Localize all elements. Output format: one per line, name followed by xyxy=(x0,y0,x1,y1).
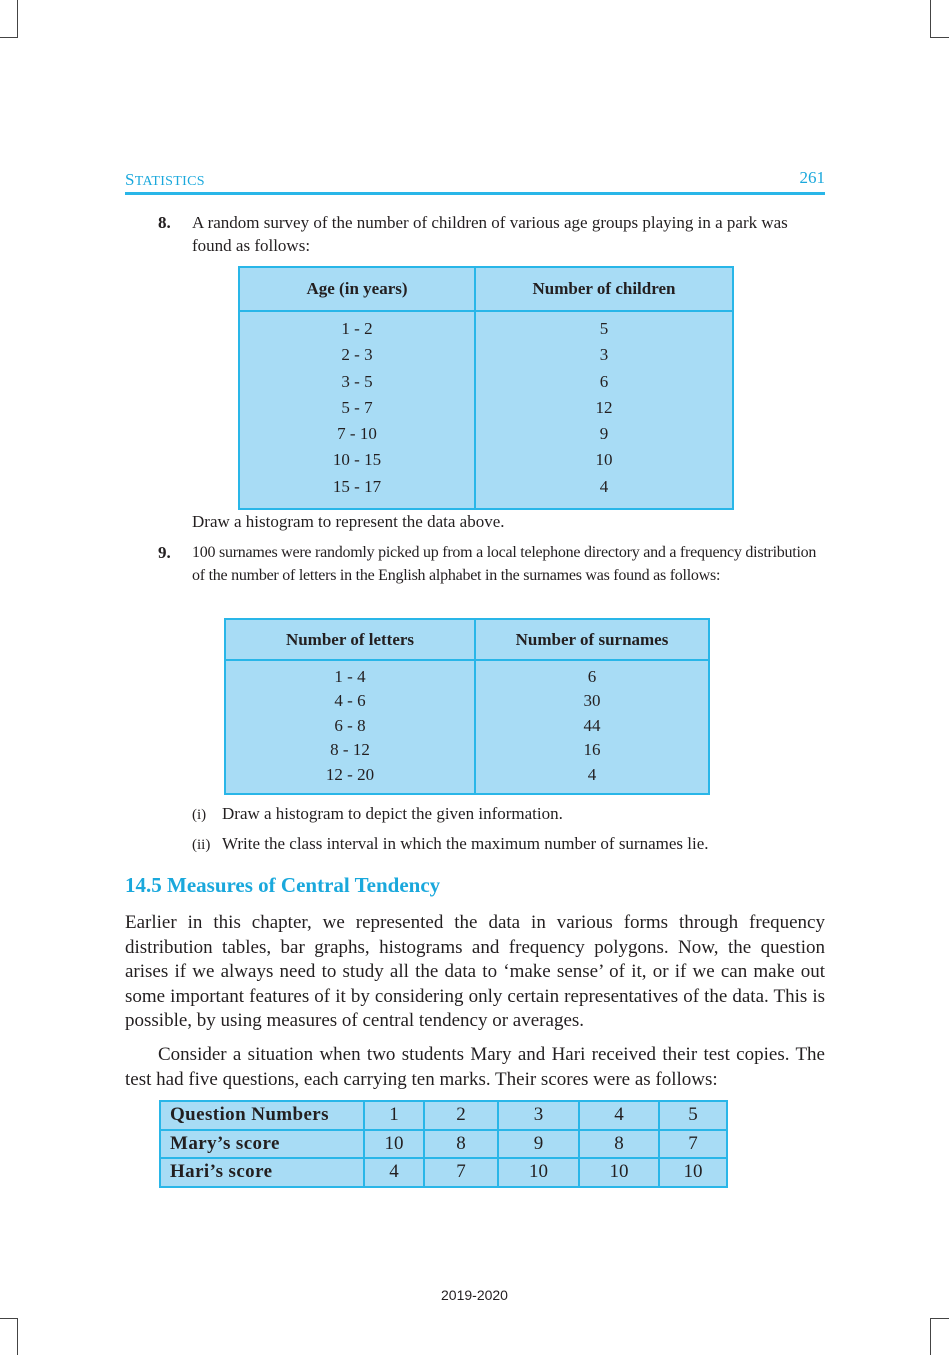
question-number: 9. xyxy=(158,543,171,562)
table-cell: 7 xyxy=(424,1158,498,1187)
running-head xyxy=(125,168,825,195)
table-row xyxy=(160,1101,727,1130)
table-cell: 3 - 5 xyxy=(341,371,373,391)
chapter-title: STATISTICS xyxy=(125,170,205,189)
section-heading: 14.5 Measures of Central Tendency xyxy=(125,873,441,897)
row-header: Hari’s score xyxy=(160,1158,364,1187)
paragraph-1: Earlier in this chapter, we represented the data in various forms through frequency distribution tables, bar graphs, histograms and frequency polygons. Now, the question arises if we always need to study all the data to ‘make sense’ of it, or if we can make out some important features of it by considering only certain representatives of the data. This is possible, by using measures of central tendency or averages. xyxy=(125,912,825,1032)
q9-part-ii xyxy=(192,834,709,854)
table-cell: 6 xyxy=(587,667,597,686)
table-header: Number of letters xyxy=(225,619,475,660)
table-cell: 5 - 7 xyxy=(341,397,373,417)
crop-mark xyxy=(0,37,17,38)
table-cell: 8 xyxy=(424,1130,498,1159)
table-cell: 4 xyxy=(364,1158,424,1187)
crop-mark xyxy=(931,1318,949,1319)
table-cell: 10 - 15 xyxy=(332,450,382,470)
crop-mark xyxy=(17,0,18,38)
table-cell: 8 xyxy=(579,1130,659,1159)
part-text: Draw a histogram to depict the given information. xyxy=(222,804,563,823)
part-label: (ii) xyxy=(192,837,211,853)
table-cell: 44 xyxy=(583,715,601,735)
table-cell: 10 xyxy=(498,1158,579,1187)
q9-part-i xyxy=(192,804,563,824)
surnames-column xyxy=(475,660,709,794)
table-cell: 3 xyxy=(498,1101,579,1130)
table-cell: 4 xyxy=(579,1101,659,1130)
table-cell: 7 xyxy=(659,1130,727,1159)
footer-year: 2019-2020 xyxy=(441,1287,508,1303)
table-cell: 8 - 12 xyxy=(330,740,370,760)
table-cell: 12 - 20 xyxy=(325,764,375,784)
part-label: (i) xyxy=(192,807,207,823)
table-cell: 2 xyxy=(424,1101,498,1130)
page-number: 261 xyxy=(799,168,825,187)
table-cell: 1 xyxy=(364,1101,424,1130)
table-cell: 6 xyxy=(599,371,609,391)
table-cell: 6 - 8 xyxy=(334,715,366,735)
table-cell: 30 xyxy=(583,691,601,711)
crop-mark xyxy=(930,0,931,38)
table-cell: 7 - 10 xyxy=(337,424,377,444)
children-column xyxy=(475,311,733,509)
table-cell: 3 xyxy=(599,345,609,365)
letters-surnames-table xyxy=(224,618,710,795)
table-cell: 10 xyxy=(364,1130,424,1159)
row-header: Mary’s score xyxy=(160,1130,364,1159)
q8-instruction: Draw a histogram to represent the data above. xyxy=(192,512,505,531)
paragraph-2 xyxy=(125,1043,825,1092)
scores-table xyxy=(159,1100,728,1188)
crop-mark xyxy=(17,1318,18,1355)
table-cell: 10 xyxy=(595,450,613,470)
table-cell: 1 - 2 xyxy=(341,319,373,338)
table-header: Age (in years) xyxy=(239,267,475,311)
question-text: A random survey of the number of children of various age groups playing in a park was found as follows: xyxy=(192,213,788,255)
part-text: Write the class interval in which the maximum number of surnames lie. xyxy=(222,834,709,853)
table-cell: 5 xyxy=(659,1101,727,1130)
table-row xyxy=(160,1130,727,1159)
crop-mark xyxy=(930,1318,931,1355)
table-header: Number of surnames xyxy=(475,619,709,660)
table-cell: 4 - 6 xyxy=(334,691,366,711)
table-header: Number of children xyxy=(475,267,733,311)
table-cell: 9 xyxy=(599,424,609,444)
row-header: Question Numbers xyxy=(160,1101,364,1130)
age-column xyxy=(239,311,475,509)
paragraph-2-text: Consider a situation when two students Mary and Hari received their test copies. The test had five questions, each carrying ten marks. Their scores were as follows: xyxy=(125,1044,825,1090)
crop-mark xyxy=(931,37,949,38)
table-cell: 10 xyxy=(579,1158,659,1187)
table-cell: 10 xyxy=(659,1158,727,1187)
table-cell: 9 xyxy=(498,1130,579,1159)
table-row xyxy=(160,1158,727,1187)
table-cell: 4 xyxy=(587,764,597,784)
table-cell: 1 - 4 xyxy=(334,667,366,686)
table-cell: 16 xyxy=(583,740,601,760)
table-cell: 12 xyxy=(595,397,613,417)
age-children-table xyxy=(238,266,734,510)
table-cell: 4 xyxy=(599,476,609,496)
question-number: 8. xyxy=(158,213,171,232)
crop-mark xyxy=(0,1318,17,1319)
question-text: 100 surnames were randomly picked up from a local telephone directory and a frequency distribution of the number of letters in the English alphabet in the surnames was found as follows: xyxy=(192,544,817,584)
table-cell: 5 xyxy=(599,319,609,338)
table-cell: 15 - 17 xyxy=(332,476,382,496)
table-cell: 2 - 3 xyxy=(341,345,373,365)
letters-column xyxy=(225,660,475,794)
